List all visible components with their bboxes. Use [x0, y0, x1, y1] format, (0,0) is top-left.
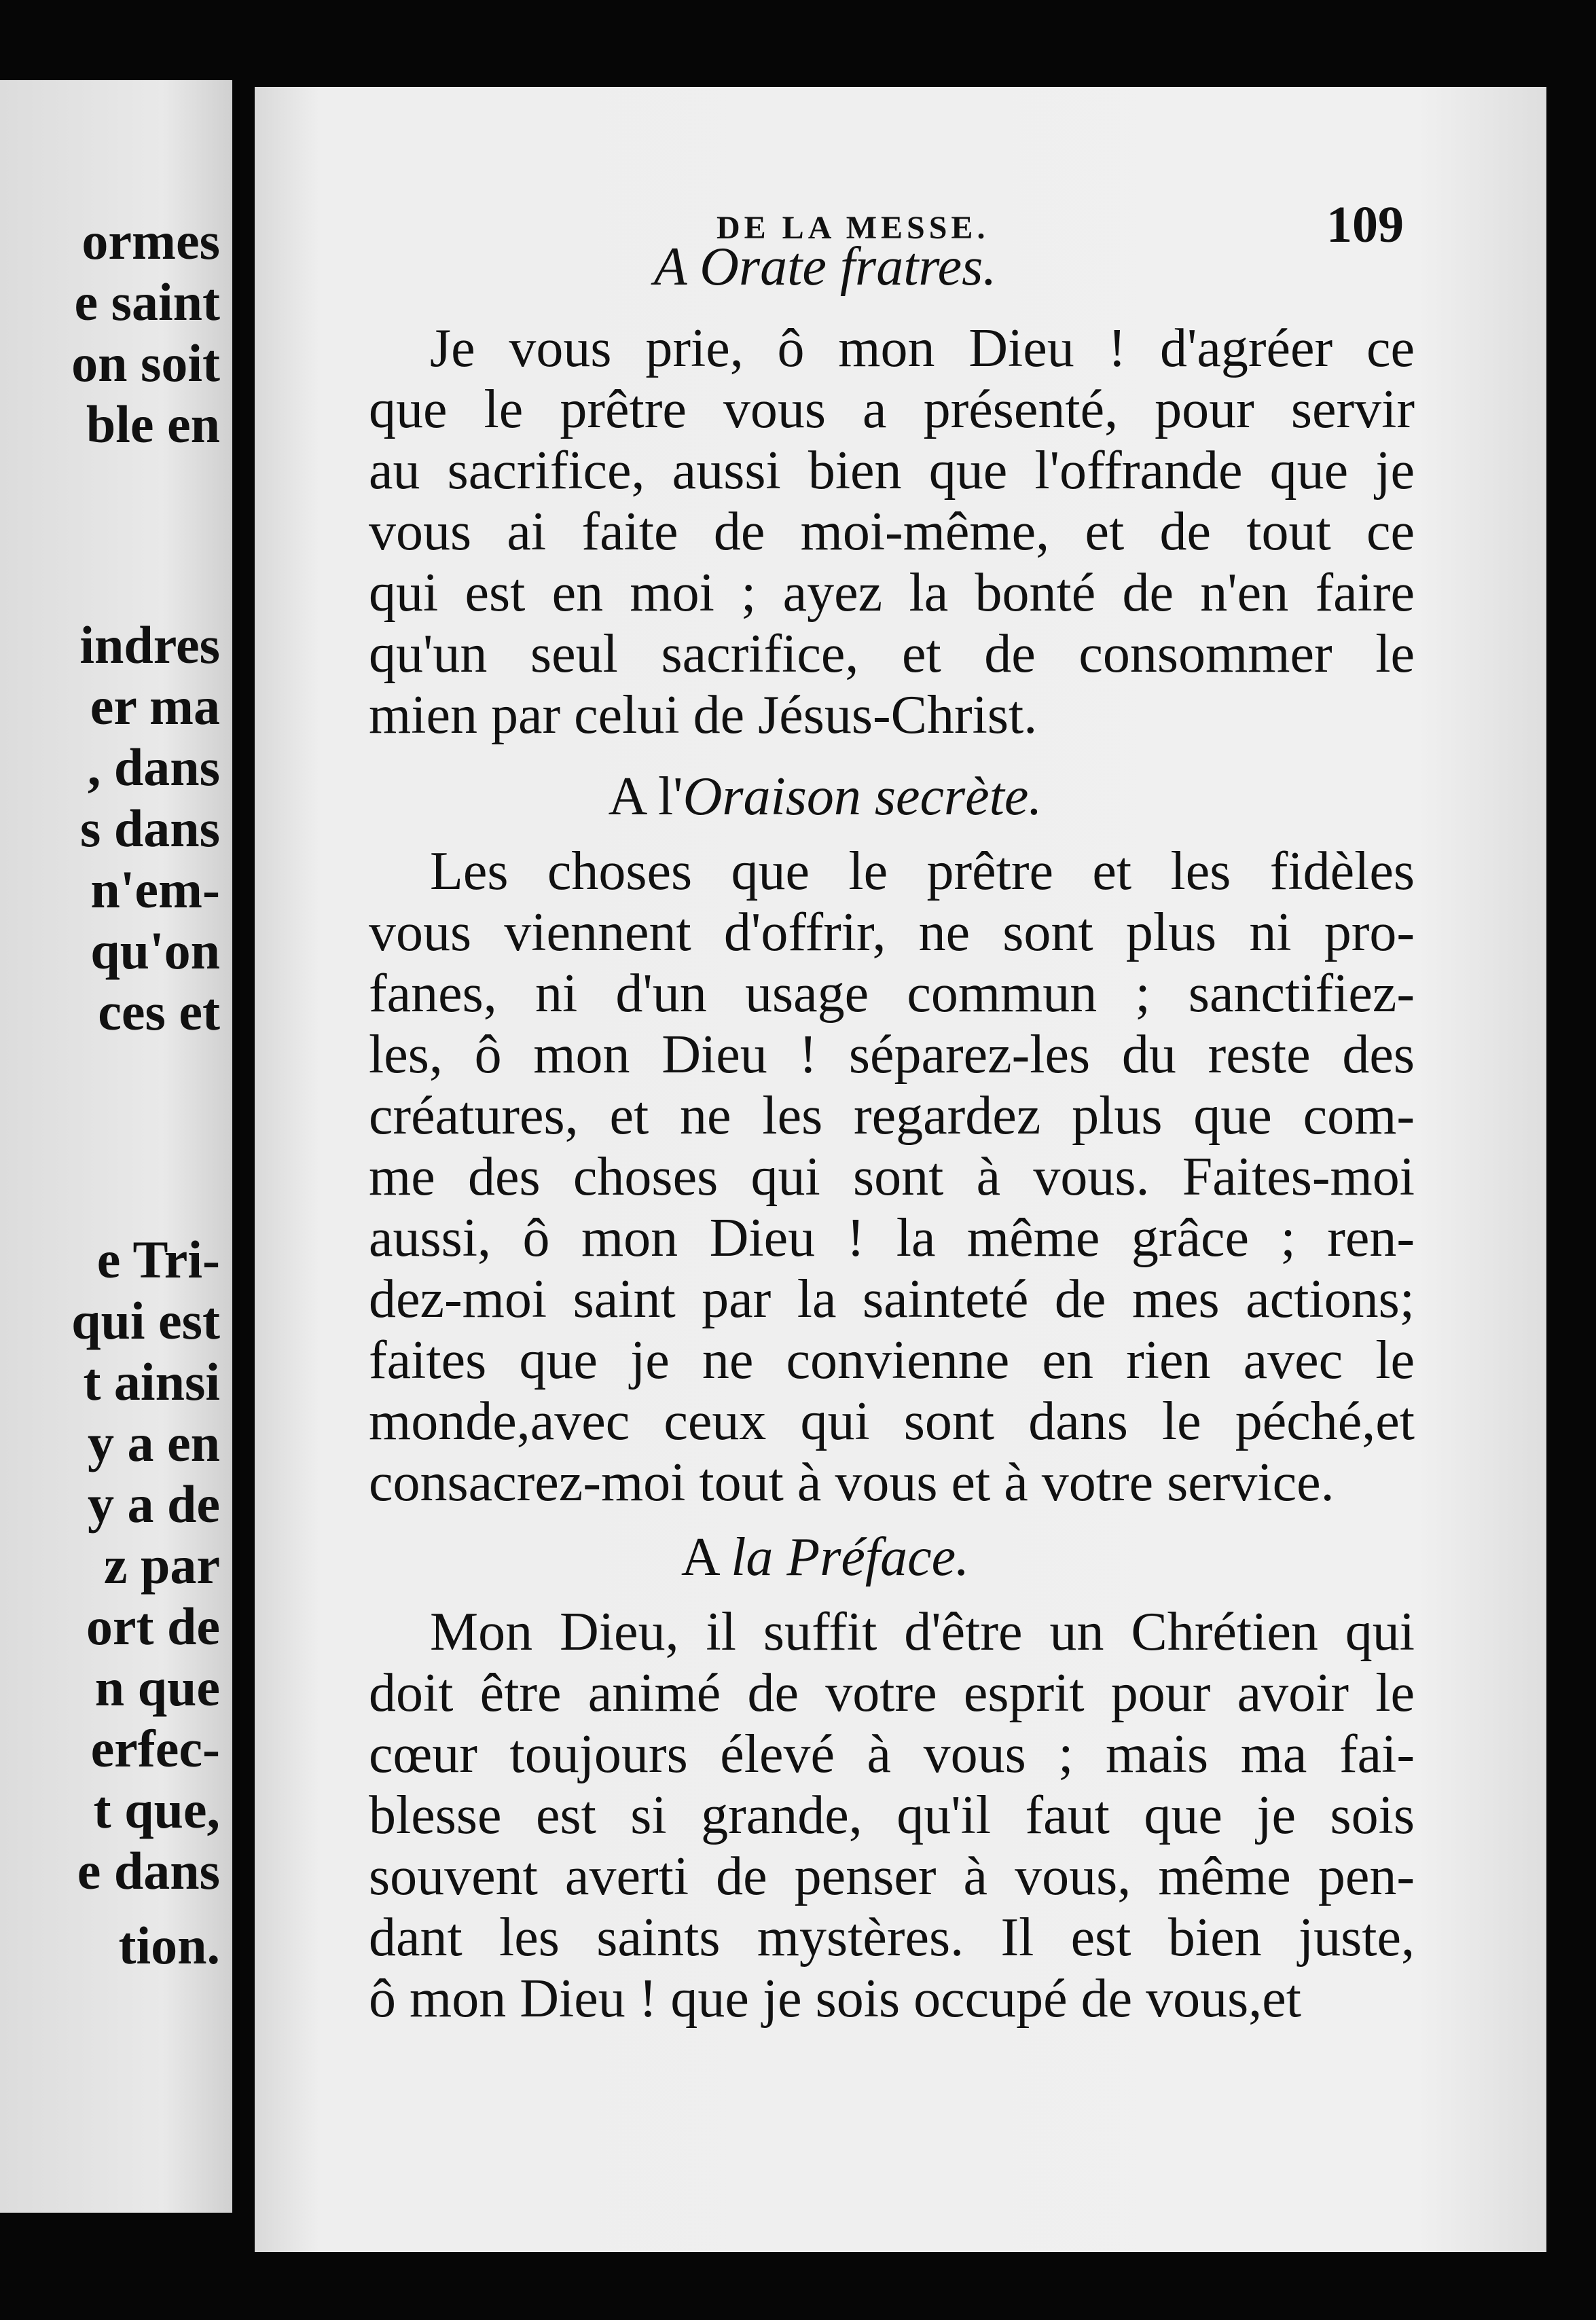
paragraph-3-line: dant les saints mystères. Il est bien juste,	[369, 1908, 1415, 1968]
heading-preface-prefix: A	[681, 1527, 731, 1587]
right-page	[255, 87, 1546, 2252]
paragraph-2-line: consacrez-moi tout à vous et à votre service.	[369, 1453, 1335, 1512]
page-number: 109	[1326, 196, 1404, 253]
left-page-line: t ainsi	[83, 1352, 220, 1411]
left-page-line: s dans	[80, 799, 220, 858]
left-page-line: qui est	[71, 1291, 220, 1350]
paragraph-2-line: les, ô mon Dieu ! séparez-les du reste des	[369, 1025, 1415, 1085]
paragraph-1-line: vous ai faite de moi-même, et de tout ce	[369, 502, 1415, 562]
left-page-line: erfec-	[90, 1719, 220, 1778]
heading-preface	[255, 1527, 1396, 1589]
left-page-line: ces et	[98, 982, 220, 1041]
heading-preface-italic: la Préface.	[731, 1527, 970, 1587]
paragraph-2-line: dez-moi saint par la sainteté de mes actions;	[369, 1269, 1415, 1329]
left-page-line: z par	[103, 1536, 220, 1595]
left-page-line: t que,	[93, 1780, 220, 1839]
left-page-line: e Tri-	[96, 1230, 220, 1289]
left-page-line: ort de	[86, 1597, 220, 1656]
left-page-line: e dans	[77, 1841, 220, 1900]
paragraph-2-line: me des choses qui sont à vous. Faites-moi	[369, 1147, 1415, 1207]
heading-orate-fratres: A Orate fratres.	[653, 237, 997, 297]
left-page-fragment	[0, 80, 232, 2213]
paragraph-2-line: aussi, ô mon Dieu ! la même grâce ; ren-	[369, 1208, 1415, 1268]
left-page-line: y a de	[88, 1474, 220, 1534]
heading-oraison-secrete-prefix: A l'	[608, 767, 683, 827]
left-page-line: y a en	[88, 1413, 220, 1472]
left-page-line: er ma	[90, 676, 220, 736]
paragraph-3-line: blesse est si grande, qu'il faut que je sois	[369, 1786, 1415, 1845]
left-page-line: ormes	[81, 211, 220, 270]
paragraph-2-line: fanes, ni d'un usage commun ; sanctifiez-	[369, 964, 1415, 1023]
left-page-line: n'em-	[90, 860, 220, 919]
left-page-line: tion.	[118, 1916, 220, 1975]
heading-oraison-secrete	[255, 766, 1396, 828]
paragraph-2-line: vous viennent d'offrir, ne sont plus ni pro-	[369, 903, 1415, 962]
paragraph-1-line: Je vous prie, ô mon Dieu ! d'agréer ce	[430, 319, 1415, 378]
paragraph-1-line: mien par celui de Jésus-Christ.	[369, 685, 1038, 745]
paragraph-3-line: ô mon Dieu ! que je sois occupé de vous,et	[369, 1969, 1302, 2029]
heading-oraison-secrete-italic: Oraison secrète.	[683, 767, 1042, 827]
paragraph-1-line: qu'un seul sacrifice, et de consommer le	[369, 624, 1415, 684]
running-head: DE LA MESSE.	[717, 210, 990, 246]
paragraph-2-line: créatures, et ne les regardez plus que com-	[369, 1086, 1415, 1146]
left-page-line: n que	[94, 1658, 220, 1717]
paragraph-3-line: Mon Dieu, il suffit d'être un Chrétien qui	[430, 1602, 1415, 1662]
left-page-line: e saint	[74, 272, 220, 331]
left-page-line: indres	[79, 615, 220, 674]
paragraph-2-line: faites que je ne convienne en rien avec le	[369, 1330, 1415, 1390]
paragraph-2-line: Les choses que le prêtre et les fidèles	[430, 841, 1415, 901]
paragraph-2-line: monde,avec ceux qui sont dans le péché,et	[369, 1392, 1415, 1451]
paragraph-1-line: qui est en moi ; ayez la bonté de n'en faire	[369, 563, 1415, 623]
left-page-line: qu'on	[90, 921, 220, 980]
paragraph-1-line: au sacrifice, aussi bien que l'offrande que je	[369, 441, 1415, 501]
paragraph-3-line: souvent averti de penser à vous, même pen-	[369, 1847, 1415, 1906]
left-page-line: ble en	[86, 395, 220, 454]
paragraph-1-line: que le prêtre vous a présenté, pour servir	[369, 380, 1415, 439]
left-page-line: , dans	[87, 738, 220, 797]
left-page-line: on soit	[71, 333, 220, 393]
paragraph-3-line: cœur toujours élevé à vous ; mais ma fai-	[369, 1724, 1415, 1784]
paragraph-3-line: doit être animé de votre esprit pour avoir le	[369, 1663, 1415, 1723]
